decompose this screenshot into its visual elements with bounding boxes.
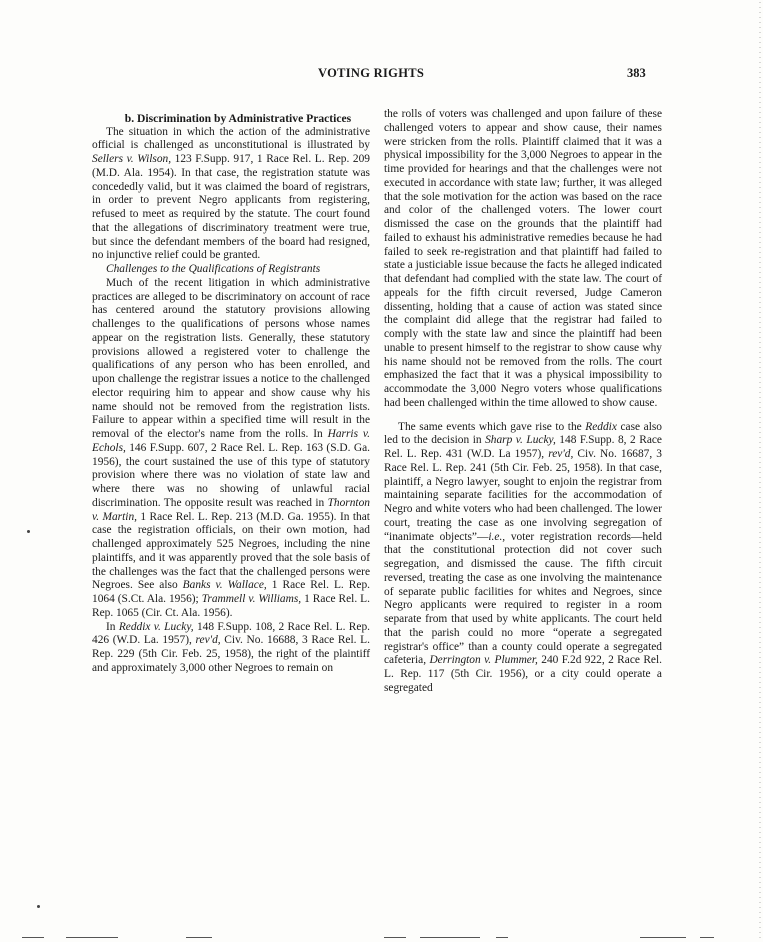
- section-heading: b. Discrimination by Administrative Practices: [124, 112, 352, 125]
- subheading: Challenges to the Qualifications of Registrants: [106, 263, 321, 275]
- scan-rule: [496, 937, 508, 938]
- paragraph-reddix-continued: the rolls of voters was challenged and upon failure of these challenged voters to appear and show cause, their names were stricken from the rolls. Plaintiff claimed that it was a physical impossibility for the 3,000 Negroes to appear in the time provided for hearings and that the challenges were not executed in accordance with state law; further, it was alleged that the sole motivation for the action was based on the race and color of the challenged voters. The lower court dismissed the case on the grounds that the plaintiff had failed to exhaust his administrative remedies because he had failed to seek re-registration and that plaintiff had failed to state a justiciable issue because the facts he alleged indicated that defendant had complied with the state law. The court of appeals for the fifth circuit reversed, Judge Cameron dissenting, holding that a cause of action was stated since the complaint did allege that the registrar had failed to comply with the state law and since the plaintiff had been unable to present himself to the registrar to show cause why his name should not be removed from the rolls. The court emphasized the fact that it was a physical impossibility to accommodate the 3,000 Negro voters whose qualifications had been challenged within the time allowed to show cause.: [384, 108, 663, 409]
- page-number: 383: [627, 66, 646, 80]
- scan-rule: [384, 937, 406, 938]
- case-name: Trammell v. Williams,: [201, 593, 302, 605]
- scan-rule: [22, 937, 44, 938]
- left-column: [92, 112, 370, 676]
- scan-edge-artifact: [757, 0, 763, 942]
- paragraph-challenges: Much of the recent litigation in which administrative practices are alleged to be discriminatory on account of race has centered around the statutory provisions allowing challenges to the qualifications of persons whose names appear on the registration lists. Generally, these statutory provisions allowed a registered voter to challenge the qualifications of any person who has been enrolled, and upon challenge the registrar issues a notice to the challenged elector requiring him to appear and show cause why his name should not be removed from the registration lists. Failure to appear within a specified time will result in the removal of the elector's name from the rolls. In Harris v. Echols, 146 F.Supp. 607, 2 Race Rel. L. Rep. 163 (S.D. Ga. 1956), the court sustained the use of this type of statutory provision where there was no violation of state law and where there was no showing of unlawful racial discrimination. The opposite result was reached in Thornton v. Martin, 1 Race Rel. L. Rep. 213 (M.D. Ga. 1955). In that case the registration officials, on their own motion, had challenged approximately 525 Negroes, including the nine plaintiffs, and it was apparently proved that the sole basis of the challenges was the fact that the challenged persons were Negroes. See also Banks v. Wallace, 1 Race Rel. L. Rep. 1064 (S.Ct. Ala. 1956); Trammell v. Williams, 1 Race Rel. L. Rep. 1065 (Cir. Ct. Ala. 1956).: [92, 276, 370, 619]
- right-column: [384, 108, 662, 696]
- revd-note: rev'd,: [548, 448, 574, 460]
- case-name: Sellers v. Wilson,: [92, 153, 172, 165]
- case-name: Thornton v. Martin,: [92, 496, 370, 523]
- scan-speck: [27, 530, 30, 533]
- scan-rule: [700, 937, 714, 938]
- paragraph-sellers: The situation in which the action of the administrative official is challenged as unconstitutional is illustrated by Sellers v. Wilson, 123 F.Supp. 917, 1 Race Rel. L. Rep. 209 (M.D. Ala. 1954). In that case, the registration statute was concededly valid, but it was claimed the board of registrars, in order to prevent Negro applicants from registering, refused to meet as required by the statute. The court found that the allegations of discriminatory treatment were true, but since the defendant members of the board had resigned, no injunctive relief could be granted.: [92, 125, 370, 262]
- case-name: Reddix v. Lucky,: [118, 620, 194, 633]
- case-name: Sharp v. Lucky,: [485, 434, 556, 447]
- revd-note: rev'd,: [195, 634, 221, 647]
- case-name: Reddix: [585, 420, 617, 433]
- scan-rule: [640, 937, 686, 938]
- scan-rule: [66, 937, 118, 938]
- case-name: Harris v. Echols,: [92, 428, 370, 454]
- paragraph-reddix: In Reddix v. Lucky, 148 F.Supp. 108, 2 Race Rel. L. Rep. 426 (W.D. La. 1957), rev'd, Civ. No. 16688, 3 Race Rel. L. Rep. 229 (5th Cir. Feb. 25, 1958), the right of the plaintiff and approximately 3,000 other Negroes to remain on: [92, 620, 370, 674]
- case-name: Banks v. Wallace,: [182, 579, 267, 592]
- scan-speck: [37, 905, 40, 908]
- running-head: VOTING RIGHTS: [318, 66, 425, 80]
- paragraph-sharp: The same events which gave rise to the Reddix case also led to the decision in Sharp v. Lucky, 148 F.Supp. 8, 2 Race Rel. L. Rep. 431 (W.D. La 1957), rev'd, Civ. No. 16687, 3 Race Rel. L. Rep. 241 (5th Cir. Feb. 25, 1958). In that case, plaintiff, a Negro lawyer, sought to enjoin the registrar from maintaining separate facilities for the accommodation of Negro and white voters who had been challenged. The lower court, treating the case as one involving segregation of “inanimate objects”—i.e., voter registration records—held that the constitutional protection did not cover such segregation, and dismissed the cause. The fifth circuit reversed, treating the case as one involving the maintenance of separate public facilities for whites and Negroes, since Negro applicants were required to register in a room separate from that used by white applicants. The court held that the parish could no more “operate a segregated registrar's office” than a county could operate a segregated cafeteria, Derrington v. Plummer, 240 F.2d 922, 2 Race Rel. L. Rep. 117 (5th Cir. 1956), or a city could operate a segregated: [384, 420, 662, 694]
- case-name: Derrington v. Plummer,: [429, 654, 538, 667]
- scan-rule: [420, 937, 480, 938]
- scan-rule: [186, 937, 212, 938]
- ie-abbrev: i.e.,: [488, 530, 506, 543]
